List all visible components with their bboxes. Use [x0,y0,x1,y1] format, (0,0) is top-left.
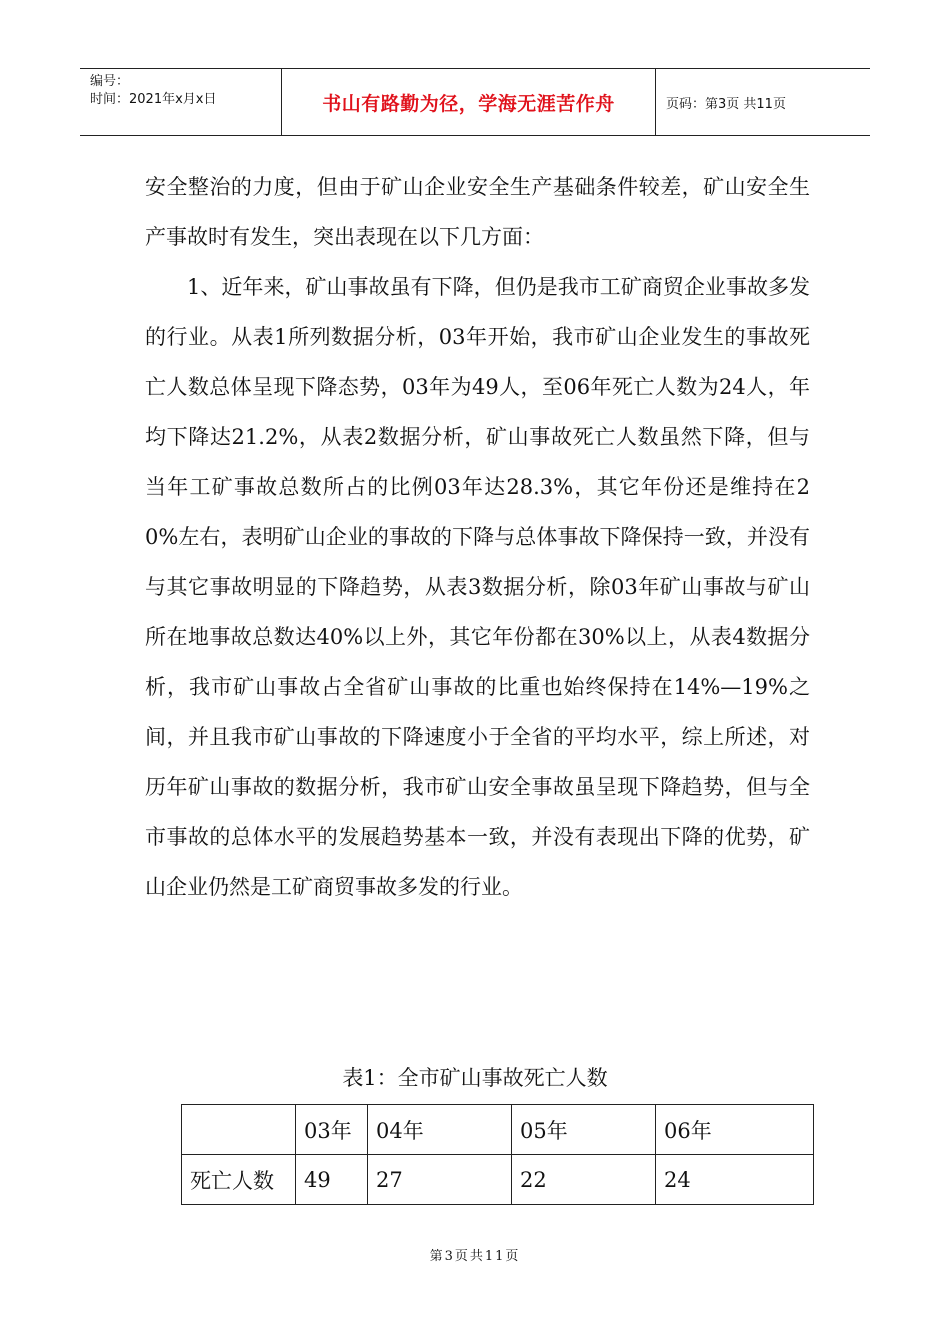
time-label: 时间：2021年x月x日 [90,92,217,107]
header-page-info: 页码：第3页 共11页 [666,96,786,112]
table-header-row [182,1105,814,1155]
paragraph: 1、近年来，矿山事故虽有下降，但仍是我市工矿商贸企业事故多发的行业。从表1所列数据分析，03年开始，我市矿山企业发生的事故死亡人数总体呈现下降态势，03年为49人，至06年死亡人数为24人，年均下降达21.2%，从表2数据分析，矿山事故死亡人数虽然下降，但与当年工矿事故总数所占的比例03年达28.3%，其它年份还是维持在20%左右，表明矿山企业的事故的下降与总体事故下降保持一致，并没有与其它事故明显的下降趋势，从表3数据分析，除03年矿山事故与矿山所在地事故总数达40%以上外，其它年份都在30%以上，从表4数据分析，我市矿山事故占全省矿山事故的比重也始终保持在14%—19%之间，并且我市矿山事故的下降速度小于全省的平均水平，综上所述，对历年矿山事故的数据分析，我市矿山安全事故虽呈现下降趋势，但与全市事故的总体水平的发展趋势基本一致，并没有表现出下降的优势，矿山企业仍然是工矿商贸事故多发的行业。 [145,275,810,899]
table-caption: 表1：全市矿山事故死亡人数 [342,1066,608,1090]
document-body [145,162,810,912]
paragraph: 安全整治的力度，但由于矿山企业安全生产基础条件较差，矿山安全生产事故时有发生，突出表现在以下几方面： [145,175,810,249]
table-header-cell: 03年 [296,1105,368,1155]
header-motto: 书山有路勤为径，学海无涯苦作舟 [282,69,656,135]
serial-label: 编号： [90,74,130,89]
data-table [181,1104,814,1205]
table-cell: 24 [656,1155,814,1205]
page-footer: 第3页共11页 [429,1249,521,1264]
table-row [182,1155,814,1205]
table-cell: 22 [512,1155,656,1205]
table-header-cell: 05年 [512,1105,656,1155]
table-cell: 死亡人数 [182,1155,296,1205]
table-header-cell: 04年 [368,1105,512,1155]
table-header-cell [182,1105,296,1155]
page-header [80,68,870,136]
table-cell: 27 [368,1155,512,1205]
table-header-cell: 06年 [656,1105,814,1155]
table-cell: 49 [296,1155,368,1205]
header-meta [80,69,282,135]
